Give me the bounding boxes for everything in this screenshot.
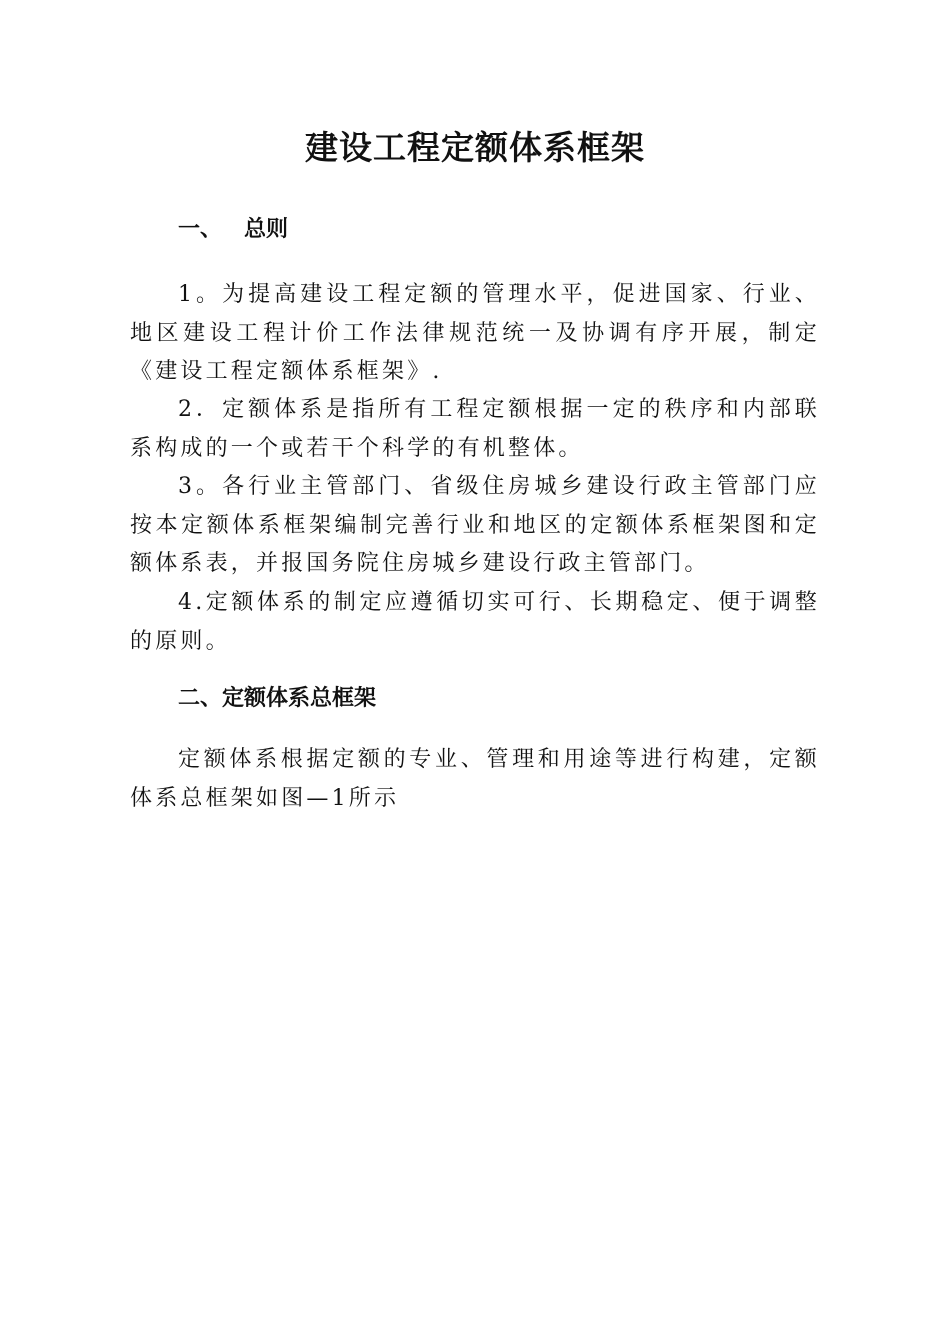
section-heading-general: [178, 214, 288, 246]
section-number: 二、: [178, 686, 223, 711]
section-title: 总则: [244, 217, 289, 242]
paragraph-2: 2．定额体系是指所有工程定额根据一定的秩序和内部联系构成的一个或若干个科学的有机整体。: [130, 397, 820, 461]
document-title: 建设工程定额体系框架: [305, 128, 645, 167]
paragraph-4: 4.定额体系的制定应遵循切实可行、长期稳定、便于调整的原则。: [130, 590, 820, 654]
section-heading-framework: [178, 683, 376, 715]
paragraph-1: 1。为提高建设工程定额的管理水平，促进国家、行业、地区建设工程计价工作法律规范统一及协调有序开展，制定《建设工程定额体系框架》.: [130, 282, 820, 384]
section-title: 定额体系总框架: [222, 686, 377, 711]
paragraph-3: 3。各行业主管部门、省级住房城乡建设行政主管部门应按本定额体系框架编制完善行业和地区的定额体系框架图和定额体系表，并报国务院住房城乡建设行政主管部门。: [130, 474, 820, 576]
paragraph-5: 定额体系根据定额的专业、管理和用途等进行构建，定额体系总框架如图—1所示: [130, 747, 820, 811]
section-number: 一、: [178, 217, 223, 242]
